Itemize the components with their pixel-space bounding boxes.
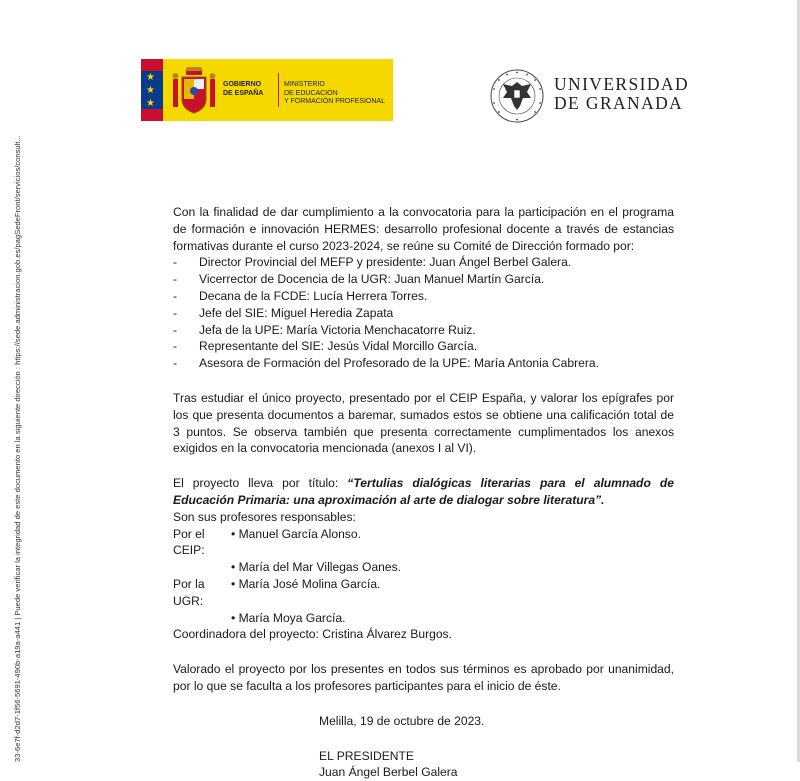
coordinator-line: Coordinadora del proyecto: Cristina Álvarez Burgos. <box>173 627 452 642</box>
project-paragraph <box>173 475 674 509</box>
list-item: - Director Provincial del MEFP y presidente: Juan Ángel Berbel Galera. <box>173 254 674 271</box>
ceip-row <box>173 526 674 560</box>
verification-margin <box>0 0 26 762</box>
logo-divider <box>278 73 279 107</box>
project-intro: El proyecto lleva por título: <box>173 476 339 491</box>
eu-flag-strip: ★ ★ ★ <box>141 59 163 121</box>
ceip-label: Por el CEIP: <box>173 526 205 558</box>
teacher-item: • Manuel García Alonso. <box>231 526 361 541</box>
ministerio-text: MINISTERIO DE EDUCACIÓN Y FORMACIÓN PROFESIONAL <box>284 81 385 105</box>
intro-paragraph: Con la finalidad de dar cumplimiento a la convocatoria para la participación en el programa de formación e innovación HERMES: desarrollo profesional docente a través de estancias formativas durante el curso 2023-2024, se reúne su Comité de Dirección formado por: <box>173 205 674 253</box>
signer-title: EL PRESIDENTE <box>319 748 414 763</box>
document-body <box>173 204 674 781</box>
verification-text: 33-6e7f-d2d7-1f56-5691-490b-a19a-a441 | Puede verificar la integridad de este documento en la siguiente dirección : https://sede.administracion.gob.es/pagSedeFront/servicios/consult... <box>13 135 22 762</box>
university-seal-icon <box>489 68 545 124</box>
place-date: Melilla, 19 de octubre de 2023. <box>319 713 485 728</box>
list-item: - Decana de la FCDE: Lucía Herrera Torres. <box>173 288 674 305</box>
coat-of-arms-icon <box>171 65 217 115</box>
committee-list <box>173 254 674 372</box>
list-item: - Asesora de Formación del Profesorado de la UPE: María Antonia Cabrera. <box>173 355 674 372</box>
teacher-item: • María José Molina García. <box>231 576 381 591</box>
teacher-item: • María Moya García. <box>231 610 346 625</box>
list-item: - Representante del SIE: Jesús Vidal Morcillo García. <box>173 338 674 355</box>
gobierno-logo <box>141 59 393 121</box>
teacher-item: • María del Mar Villegas Oanes. <box>231 560 402 575</box>
signer-name: Juan Ángel Berbel Galera <box>319 765 458 780</box>
list-item: - Jefe del SIE: Miguel Heredia Zapata <box>173 305 674 322</box>
list-item: - Jefa de la UPE: María Victoria Menchacatorre Ruiz. <box>173 322 674 339</box>
ugr-label: Por la UGR: <box>173 576 205 608</box>
approval-paragraph: Valorado el proyecto por los presentes en todos sus términos es aprobado por unanimidad, por lo que se faculta a los profesores participantes para el inicio de éste. <box>173 662 674 693</box>
university-name: UNIVERSIDAD DE GRANADA <box>554 74 689 113</box>
responsibles-heading: Son sus profesores responsables: <box>173 509 356 524</box>
ugr-row <box>173 576 674 610</box>
list-item: - Vicerrector de Docencia de la UGR: Juan Manuel Martín García. <box>173 271 674 288</box>
gobierno-text: GOBIERNO DE ESPAÑA <box>223 81 264 97</box>
project-title: “Tertulias dialógicas literarias para el alumnado de Educación Primaria: una aproximación al arte de dialogar sobre literatura”. <box>173 476 674 507</box>
evaluation-paragraph: Tras estudiar el único proyecto, presentado por el CEIP España, y valorar los epígrafes por los que presenta documentos a baremar, sumados estos se obtiene una calificación total de 3 puntos. Se observa también que presenta correctamente cumplimentados los anexos exigidos en la convocatoria mencionada (anexos I al VI). <box>173 390 674 456</box>
